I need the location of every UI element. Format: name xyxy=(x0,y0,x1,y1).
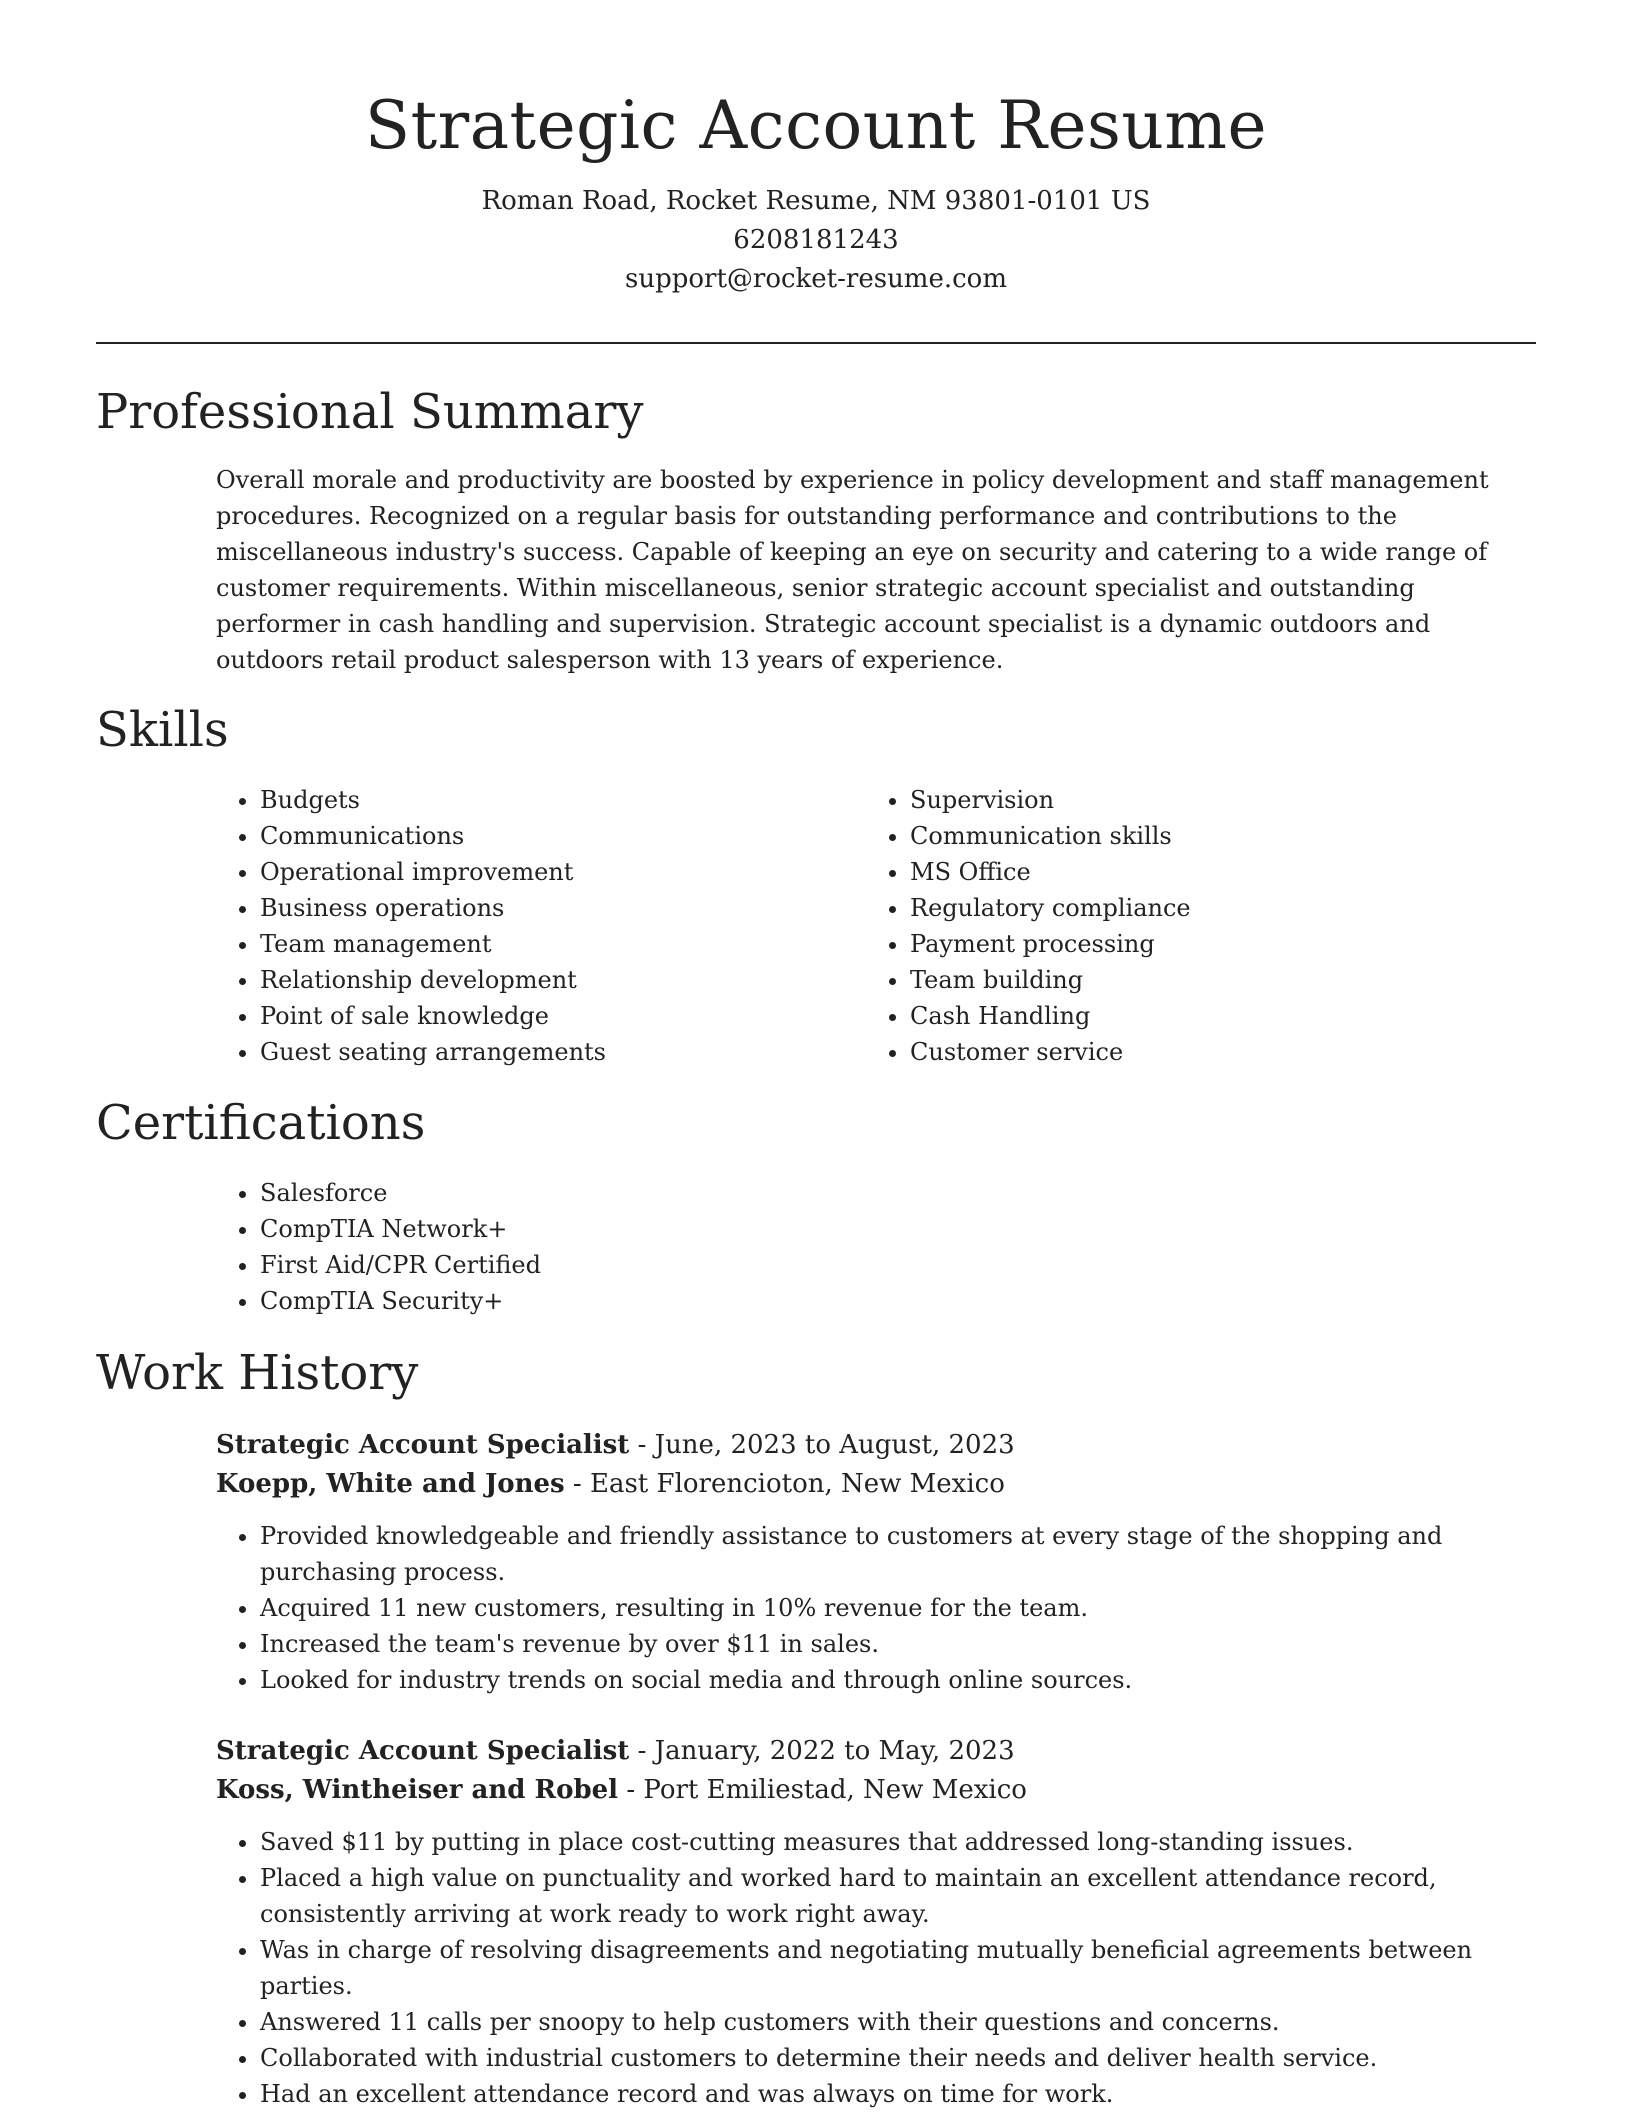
job-title-line xyxy=(216,1732,1516,1771)
job-bullet: • Had an excellent attendance record and was always on time for work. xyxy=(260,2076,1516,2112)
skill-item: • Operational improvement xyxy=(260,854,860,890)
job-company: Koss, Wintheiser and Robel xyxy=(216,1775,619,1805)
job-bullet: • Looked for industry trends on social media and through online sources. xyxy=(260,1662,1516,1698)
job-bullet: • Placed a high value on punctuality and worked hard to maintain an excellent attendance record, consistently arriving at work ready to work right away. xyxy=(260,1860,1516,1932)
certification-item: • CompTIA Security+ xyxy=(260,1283,860,1319)
job-location: - East Florencioton, New Mexico xyxy=(564,1469,1005,1499)
summary-heading: Professional Summary xyxy=(96,384,644,440)
skill-item: • Relationship development xyxy=(260,962,860,998)
skill-item: • Business operations xyxy=(260,890,860,926)
skill-item: • Communication skills xyxy=(910,818,1510,854)
certifications-heading: Certifications xyxy=(96,1095,426,1151)
contact-block xyxy=(0,182,1632,299)
contact-phone: 6208181243 xyxy=(733,225,899,255)
certifications-list xyxy=(216,1175,860,1319)
summary-text: Overall morale and productivity are boosted by experience in policy development and staff management procedures. Recognized on a regular basis for outstanding performance and contributions to the miscellaneous industry's success. Capable of keeping an eye on security and catering to a wide range of customer requirements. Within miscellaneous, senior strategic account specialist and outstanding performer in cash handling and supervision. Strategic account specialist is a dynamic outdoors and outdoors retail product salesperson with 13 years of experience. xyxy=(216,466,1489,674)
skill-item: • Customer service xyxy=(910,1034,1510,1070)
skill-item: • Payment processing xyxy=(910,926,1510,962)
job-dates: - January, 2022 to May, 2023 xyxy=(629,1736,1015,1766)
job-bullet: • Acquired 11 new customers, resulting in 10% revenue for the team. xyxy=(260,1590,1516,1626)
job-bullet: • Was in charge of resolving disagreements and negotiating mutually beneficial agreements between parties. xyxy=(260,1932,1516,2004)
skills-list-left xyxy=(216,782,860,1070)
skills-heading: Skills xyxy=(96,702,229,758)
job-bullet: • Collaborated with industrial customers to determine their needs and deliver health service. xyxy=(260,2040,1516,2076)
skill-item: • Supervision xyxy=(910,782,1510,818)
job-role: Strategic Account Specialist xyxy=(216,1430,630,1460)
job-entry xyxy=(216,1426,1516,1698)
job-bullets xyxy=(216,1824,1516,2112)
skills-list-right xyxy=(866,782,1510,1070)
certification-item: • First Aid/CPR Certified xyxy=(260,1247,860,1283)
job-bullet: • Increased the team's revenue by over $11 in sales. xyxy=(260,1626,1516,1662)
work-history-heading: Work History xyxy=(96,1345,419,1401)
header-divider xyxy=(96,342,1536,344)
skill-item: • Point of sale knowledge xyxy=(260,998,860,1034)
job-title-line xyxy=(216,1426,1516,1465)
resume-title: Strategic Account Resume xyxy=(364,87,1268,164)
job-location: - Port Emiliestad, New Mexico xyxy=(618,1775,1027,1805)
skill-item: • Team building xyxy=(910,962,1510,998)
job-role: Strategic Account Specialist xyxy=(216,1736,630,1766)
skill-item: • Guest seating arrangements xyxy=(260,1034,860,1070)
job-bullets xyxy=(216,1518,1516,1698)
skill-item: • Regulatory compliance xyxy=(910,890,1510,926)
skill-item: • Team management xyxy=(260,926,860,962)
skill-item: • Budgets xyxy=(260,782,860,818)
job-bullet: • Provided knowledgeable and friendly assistance to customers at every stage of the shopping and purchasing process. xyxy=(260,1518,1516,1590)
job-company: Koepp, White and Jones xyxy=(216,1469,565,1499)
job-bullet: • Answered 11 calls per snoopy to help customers with their questions and concerns. xyxy=(260,2004,1516,2040)
job-company-line xyxy=(216,1465,1516,1504)
certification-item: • Salesforce xyxy=(260,1175,860,1211)
skill-item: • Cash Handling xyxy=(910,998,1510,1034)
job-entry xyxy=(216,1732,1516,2112)
resume-header xyxy=(0,0,1632,299)
job-company-line xyxy=(216,1771,1516,1810)
certification-item: • CompTIA Network+ xyxy=(260,1211,860,1247)
job-dates: - June, 2023 to August, 2023 xyxy=(629,1430,1015,1460)
skill-item: • MS Office xyxy=(910,854,1510,890)
skill-item: • Communications xyxy=(260,818,860,854)
contact-address: Roman Road, Rocket Resume, NM 93801-0101 US xyxy=(481,186,1151,216)
job-bullet: • Saved $11 by putting in place cost-cutting measures that addressed long-standing issues. xyxy=(260,1824,1516,1860)
contact-email: support@rocket-resume.com xyxy=(624,264,1007,294)
